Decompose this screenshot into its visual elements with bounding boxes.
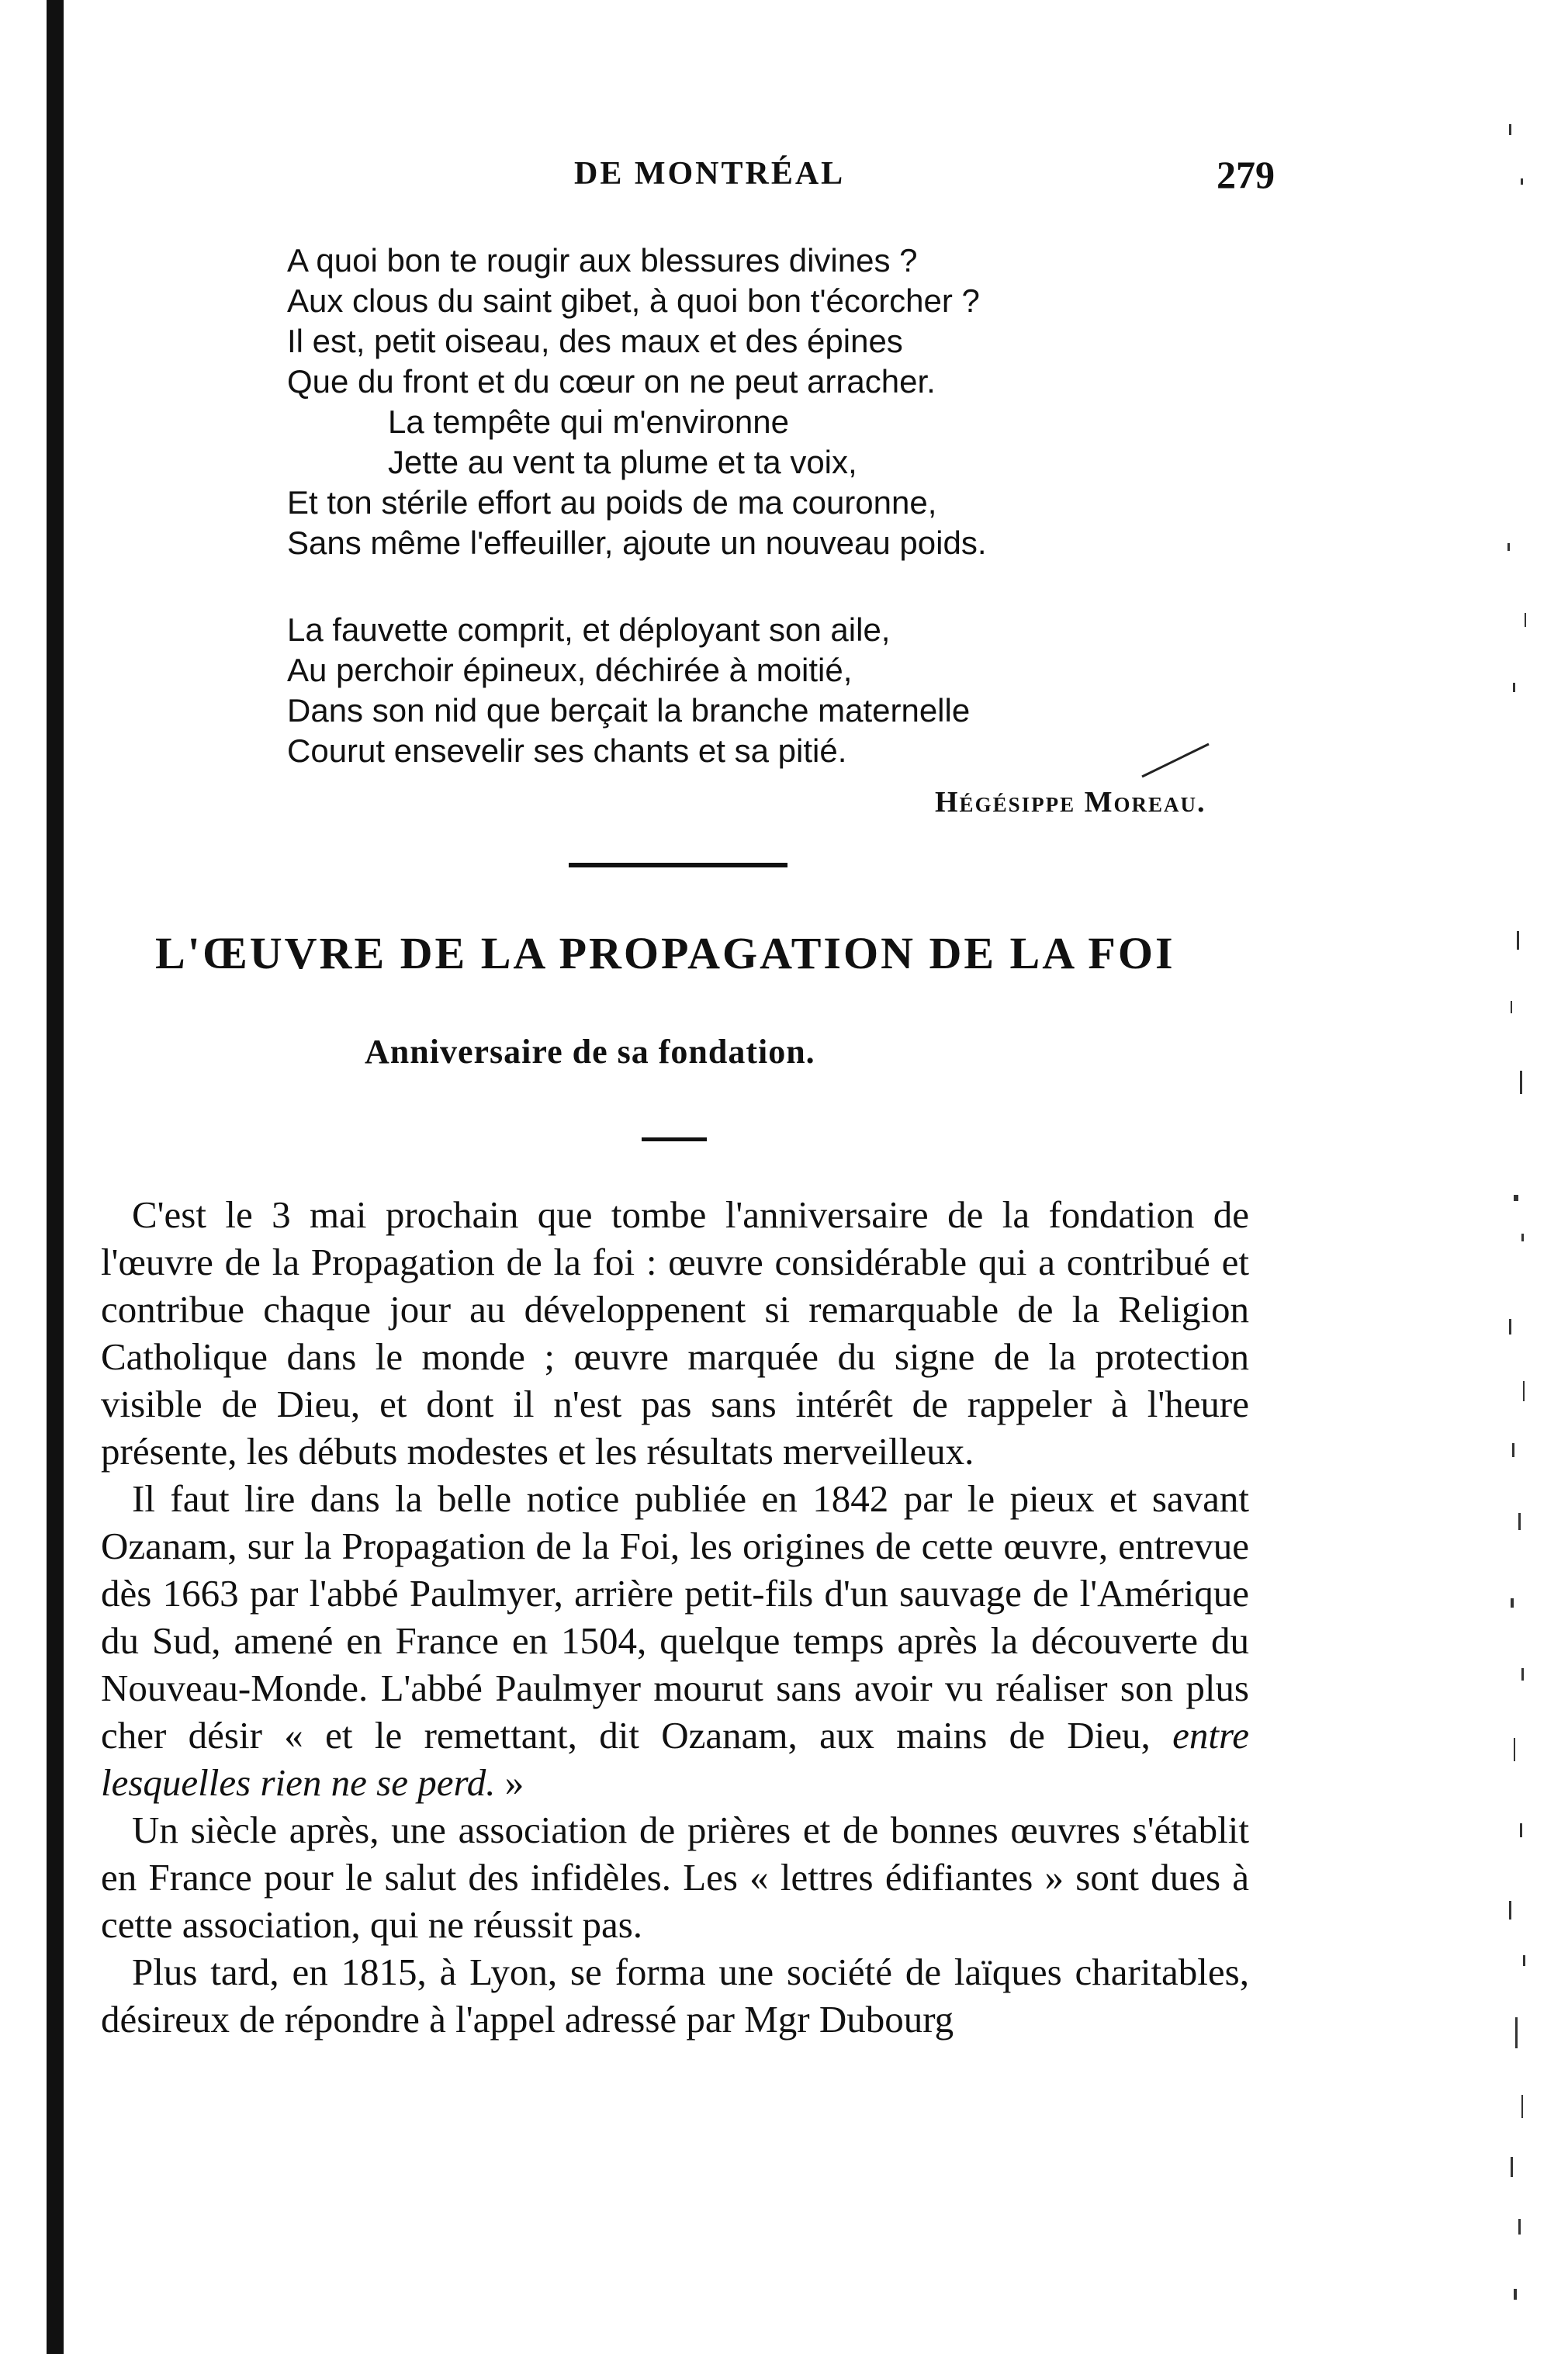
poem-line: Aux clous du saint gibet, à quoi bon t'écorcher ?: [287, 282, 980, 319]
poem-line: Dans son nid que berçait la branche maternelle: [287, 692, 971, 729]
running-head: DE MONTRÉAL: [574, 156, 846, 192]
signature-flourish: [1141, 741, 1210, 780]
quote-close: »: [495, 1761, 524, 1804]
poem-line: Au perchoir épineux, déchirée à moitié,: [287, 652, 853, 688]
poem-line: Courut ensevelir ses chants et sa pitié.: [287, 732, 847, 769]
poem-line: Il est, petit oiseau, des maux et des épines: [287, 323, 903, 359]
poem-line: Jette au vent ta plume et ta voix,: [388, 444, 857, 480]
subtitle-divider: [642, 1137, 707, 1141]
paragraph-with-quote: [101, 1475, 1249, 1806]
paragraph: Un siècle après, une association de prières et de bonnes œuvres s'établit en France pour le salut des infidèles. Les « lettres édifiantes » sont dues à cette association, qui ne réussit pas.: [101, 1809, 1249, 1946]
poem-line: La fauvette comprit, et déployant son aile,: [287, 611, 891, 648]
poem-line: A quoi bon te rougir aux blessures divines ?: [287, 242, 918, 279]
quote-italic: entre lesquelles rien ne se perd.: [101, 1714, 1249, 1804]
poem: [287, 241, 1373, 771]
paragraph: Plus tard, en 1815, à Lyon, se forma une société de laïques charitables, désireux de répondre à l'appel adressé par Mgr Dubourg: [101, 1951, 1249, 2041]
stanza-break: [287, 563, 1373, 610]
section-divider: [569, 863, 787, 867]
article-subtitle: Anniversaire de sa fondation.: [365, 1033, 815, 1071]
poem-line: Que du front et du cœur on ne peut arracher.: [287, 363, 936, 400]
article-title: L'ŒUVRE DE LA PROPAGATION DE LA FOI: [155, 928, 1175, 978]
poem-line: Et ton stérile effort au poids de ma couronne,: [287, 484, 937, 521]
page-edge-specks: [1494, 0, 1568, 2354]
poem-line: La tempête qui m'environne: [388, 403, 790, 440]
poem-author: Hégésippe Moreau.: [935, 786, 1206, 819]
paragraph-text: Il faut lire dans la belle notice publiée en 1842 par le pieux et savant Ozanam, sur la Propagation de la Foi, les origines de cette œuvre, entrevue dès 1663 par l'abbé Paulmyer, arrière petit-fils d'un sauvage de l'Amérique du Sud, amené en France en 1504, quelque temps après la découverte du Nouveau-Monde. L'abbé Paulmyer mourut sans avoir vu réaliser son plus cher désir « et le remettant, dit Ozanam, aux mains de Dieu,: [101, 1477, 1249, 1757]
paragraph: C'est le 3 mai prochain que tombe l'anniversaire de la fondation de l'œuvre de la Propagation de la foi : œuvre considérable qui a contribué et contribue chaque jour au développenent si remarquable de la Religion Catholique dans le monde ; œuvre marquée du signe de la protection visible de Dieu, et dont il n'est pas sans intérêt de rappeler à l'heure présente, les débuts modestes et les résultats merveilleux.: [101, 1193, 1249, 1473]
binding-edge: [47, 0, 64, 2354]
poem-line: Sans même l'effeuiller, ajoute un nouveau poids.: [287, 524, 987, 561]
page-number: 279: [1217, 153, 1275, 196]
article-body: [101, 1191, 1249, 2043]
